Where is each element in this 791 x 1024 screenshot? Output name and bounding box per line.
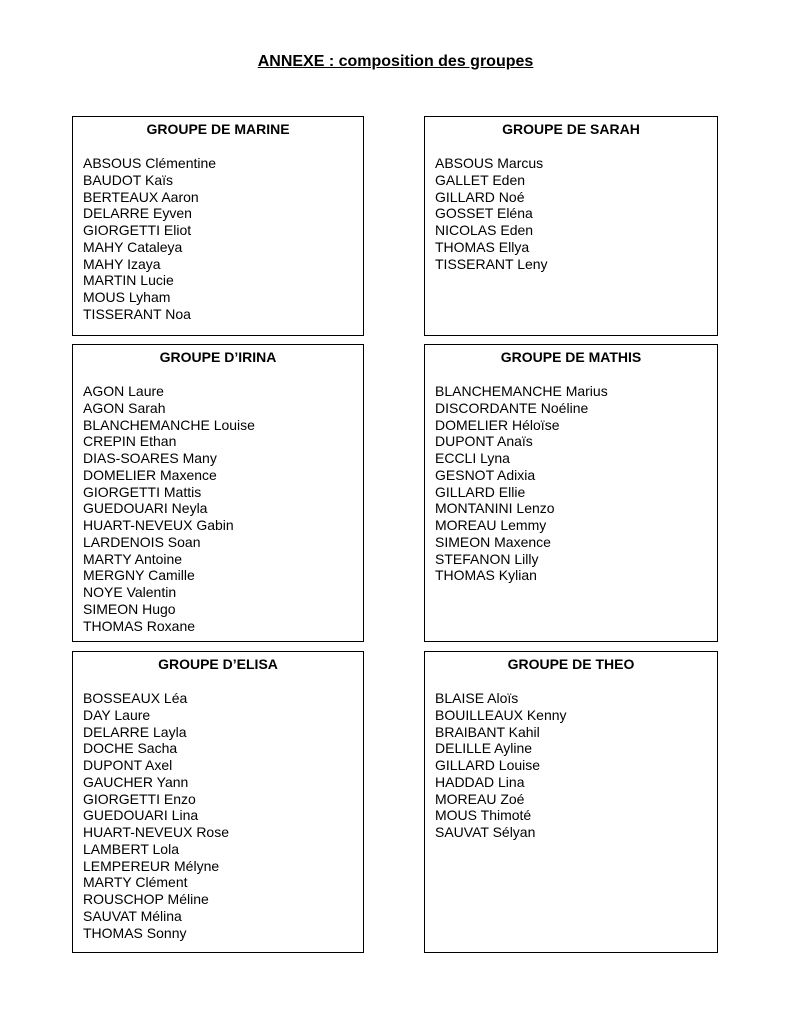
member-name: HADDAD Lina xyxy=(435,773,525,790)
member-name: MARTY Clément xyxy=(83,874,188,891)
member-name: ECCLI Lyna xyxy=(435,450,510,466)
member-name: BLANCHEMANCHE Marius xyxy=(435,383,608,399)
member-name: GIORGETTI Enzo xyxy=(83,790,196,807)
member-name: BERTEAUX Aaron xyxy=(83,188,199,205)
group-box-theo xyxy=(424,651,718,953)
group-title: GROUPE D’IRINA xyxy=(159,349,277,365)
member-name: ABSOUS Marcus xyxy=(435,155,544,171)
member-name: CREPIN Ethan xyxy=(83,433,177,450)
member-name: DISCORDANTE Noéline xyxy=(435,399,589,416)
member-list xyxy=(83,155,216,323)
group-title: GROUPE DE MATHIS xyxy=(500,349,642,365)
group-box-sarah xyxy=(424,116,718,336)
member-name: TISSERANT Leny xyxy=(435,255,548,272)
member-name: MONTANINI Lenzo xyxy=(435,500,555,517)
member-name: GUEDOUARI Lina xyxy=(83,807,199,824)
member-name: BRAIBANT Kahil xyxy=(435,723,540,740)
member-name: GILLARD Noé xyxy=(435,188,525,205)
member-name: DOMELIER Héloïse xyxy=(435,416,560,433)
member-name: MARTY Antoine xyxy=(83,550,183,567)
member-name: GOSSET Eléna xyxy=(435,205,533,222)
member-name: MAHY Izaya xyxy=(83,255,161,272)
member-name: THOMAS Sonny xyxy=(83,924,187,941)
member-name: ABSOUS Clémentine xyxy=(83,155,217,171)
member-list xyxy=(83,690,229,941)
member-name: DUPONT Axel xyxy=(83,757,173,773)
member-name: DELARRE Eyven xyxy=(83,205,192,222)
member-name: GIORGETTI Eliot xyxy=(83,222,192,238)
member-name: GUEDOUARI Neyla xyxy=(83,500,208,517)
member-name: ROUSCHOP Méline xyxy=(83,891,209,907)
group-title: GROUPE DE SARAH xyxy=(502,121,640,137)
member-name: BLANCHEMANCHE Louise xyxy=(83,416,255,433)
member-list xyxy=(435,383,608,584)
member-name: DELARRE Layla xyxy=(83,723,187,740)
group-box-irina xyxy=(72,344,364,642)
member-name: AGON Sarah xyxy=(83,399,166,416)
member-name: SIMEON Maxence xyxy=(435,533,551,550)
member-name: LAMBERT Lola xyxy=(83,840,179,857)
member-name: MOREAU Lemmy xyxy=(435,517,547,533)
member-name: GILLARD Ellie xyxy=(435,483,526,500)
member-name: THOMAS Kylian xyxy=(435,567,537,584)
member-name: SAUVAT Sélyan xyxy=(435,824,536,840)
member-name: LARDENOIS Soan xyxy=(83,533,201,550)
member-name: TISSERANT Noa xyxy=(83,305,191,322)
member-name: THOMAS Ellya xyxy=(435,238,530,255)
member-name: GILLARD Louise xyxy=(435,757,541,773)
group-box-elisa xyxy=(72,651,364,953)
member-name: MOREAU Zoé xyxy=(435,790,525,807)
member-list xyxy=(435,690,567,841)
member-name: HUART-NEVEUX Gabin xyxy=(83,517,234,533)
page-title: ANNEXE : composition des groupes xyxy=(257,53,534,70)
member-name: GESNOT Adixia xyxy=(435,466,536,483)
member-name: MAHY Cataleya xyxy=(83,238,183,255)
member-name: GIORGETTI Mattis xyxy=(83,483,202,500)
member-name: BOSSEAUX Léa xyxy=(83,690,188,706)
member-name: MOUS Thimoté xyxy=(435,807,532,824)
member-name: BOUILLEAUX Kenny xyxy=(435,706,567,723)
member-name: DAY Laure xyxy=(83,706,151,723)
group-box-mathis xyxy=(424,344,718,642)
member-name: BLAISE Aloïs xyxy=(435,690,519,706)
member-name: HUART-NEVEUX Rose xyxy=(83,824,230,840)
member-name: MERGNY Camille xyxy=(83,567,195,584)
member-name: DIAS-SOARES Many xyxy=(83,450,217,466)
member-name: DOCHE Sacha xyxy=(83,740,178,757)
member-name: MARTIN Lucie xyxy=(83,272,174,289)
member-name: MOUS Lyham xyxy=(83,289,171,305)
member-name: NOYE Valentin xyxy=(83,584,177,600)
member-name: LEMPEREUR Mélyne xyxy=(83,857,220,874)
member-name: SAUVAT Mélina xyxy=(83,907,182,924)
member-name: BAUDOT Kaïs xyxy=(83,171,173,188)
member-list xyxy=(83,383,255,634)
group-title: GROUPE DE THEO xyxy=(507,656,635,672)
group-title: GROUPE DE MARINE xyxy=(146,121,290,137)
member-name: STEFANON Lilly xyxy=(435,550,539,567)
member-name: AGON Laure xyxy=(83,383,164,399)
group-box-marine xyxy=(72,116,364,336)
member-name: DOMELIER Maxence xyxy=(83,466,217,483)
member-name: THOMAS Roxane xyxy=(83,617,196,634)
member-name: DELILLE Ayline xyxy=(435,740,533,757)
group-title: GROUPE D’ELISA xyxy=(158,656,278,672)
member-name: GALLET Eden xyxy=(435,171,526,188)
member-name: DUPONT Anaïs xyxy=(435,433,533,450)
member-list xyxy=(435,155,548,272)
member-name: NICOLAS Eden xyxy=(435,222,534,238)
member-name: GAUCHER Yann xyxy=(83,773,189,790)
member-name: SIMEON Hugo xyxy=(83,600,176,617)
